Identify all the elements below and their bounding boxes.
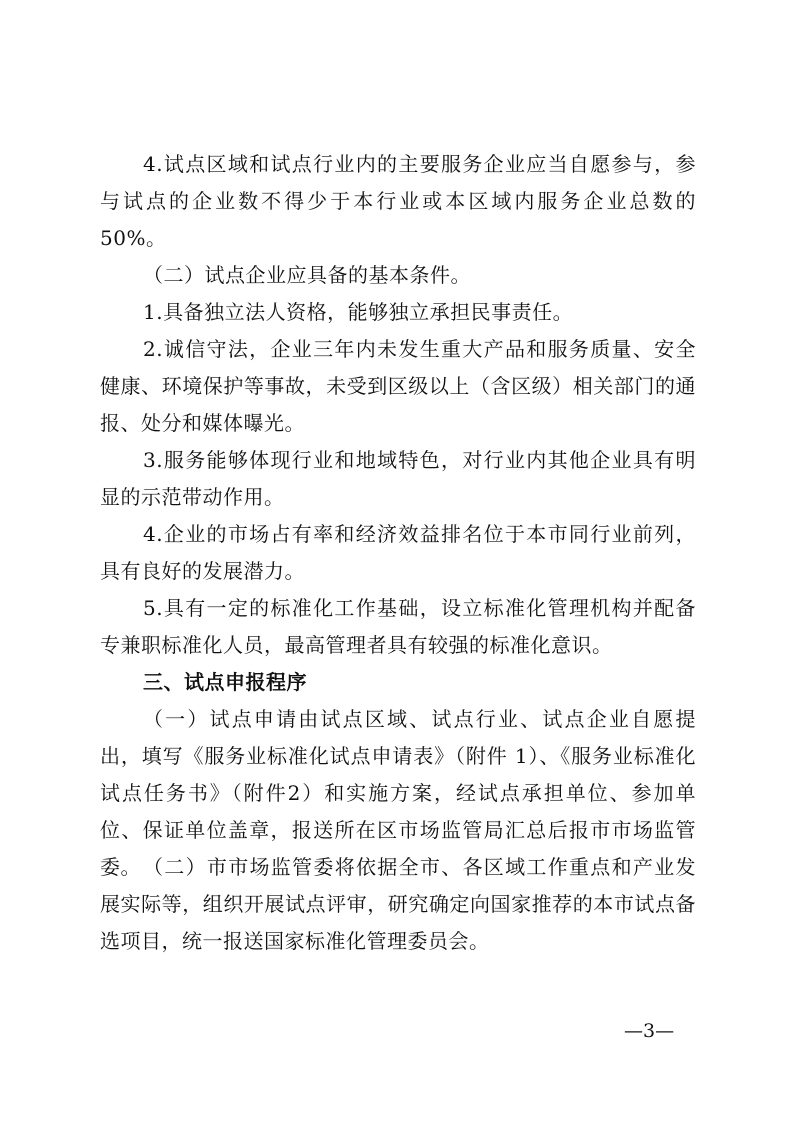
paragraph-condition-integrity: 2.诚信守法，企业三年内未发生重大产品和服务质量、安全健康、环境保护等事故，未受到区级以上（含区级）相关部门的通报、处分和媒体曝光。 bbox=[100, 337, 696, 435]
paragraph-procedure-review: （二）市市场监管委将依据全市、各区域工作重点和产业发展实际等，组织开展试点评审，研究确定向国家推荐的本市试点备选项目，统一报送国家标准化管理委员会。 bbox=[100, 855, 696, 953]
paragraph-participation-requirement: 4.试点区域和试点行业内的主要服务企业应当自愿参与，参与试点的企业数不得少于本行业或本区域内服务企业总数的50%。 bbox=[100, 152, 696, 250]
paragraph-condition-standardization-foundation: 5.具有一定的标准化工作基础，设立标准化管理机构并配备专兼职标准化人员，最高管理者具有较强的标准化意识。 bbox=[100, 596, 696, 657]
paragraph-condition-market-share: 4.企业的市场占有率和经济效益排名位于本市同行业前列，具有良好的发展潜力。 bbox=[100, 522, 696, 583]
page-number: —3— bbox=[624, 1020, 675, 1042]
paragraph-enterprise-conditions-heading: （二）试点企业应具备的基本条件。 bbox=[143, 263, 471, 287]
paragraph-condition-legal-person: 1.具备独立法人资格，能够独立承担民事责任。 bbox=[143, 300, 574, 324]
paragraph-condition-demonstration: 3.服务能够体现行业和地域特色，对行业内其他企业具有明显的示范带动作用。 bbox=[100, 448, 696, 509]
paragraph-procedure-application: （一）试点申请由试点区域、试点行业、试点企业自愿提出，填写《服务业标准化试点申请表》（附件 1）、《服务业标准化试点任务书》（附件2）和实施方案，经试点承担单位、参加单位、保证单位盖章，报送所在区市场监管局汇总后报市市场监管委。 bbox=[100, 707, 696, 879]
section-heading-application-procedure: 三、试点申报程序 bbox=[143, 670, 307, 694]
